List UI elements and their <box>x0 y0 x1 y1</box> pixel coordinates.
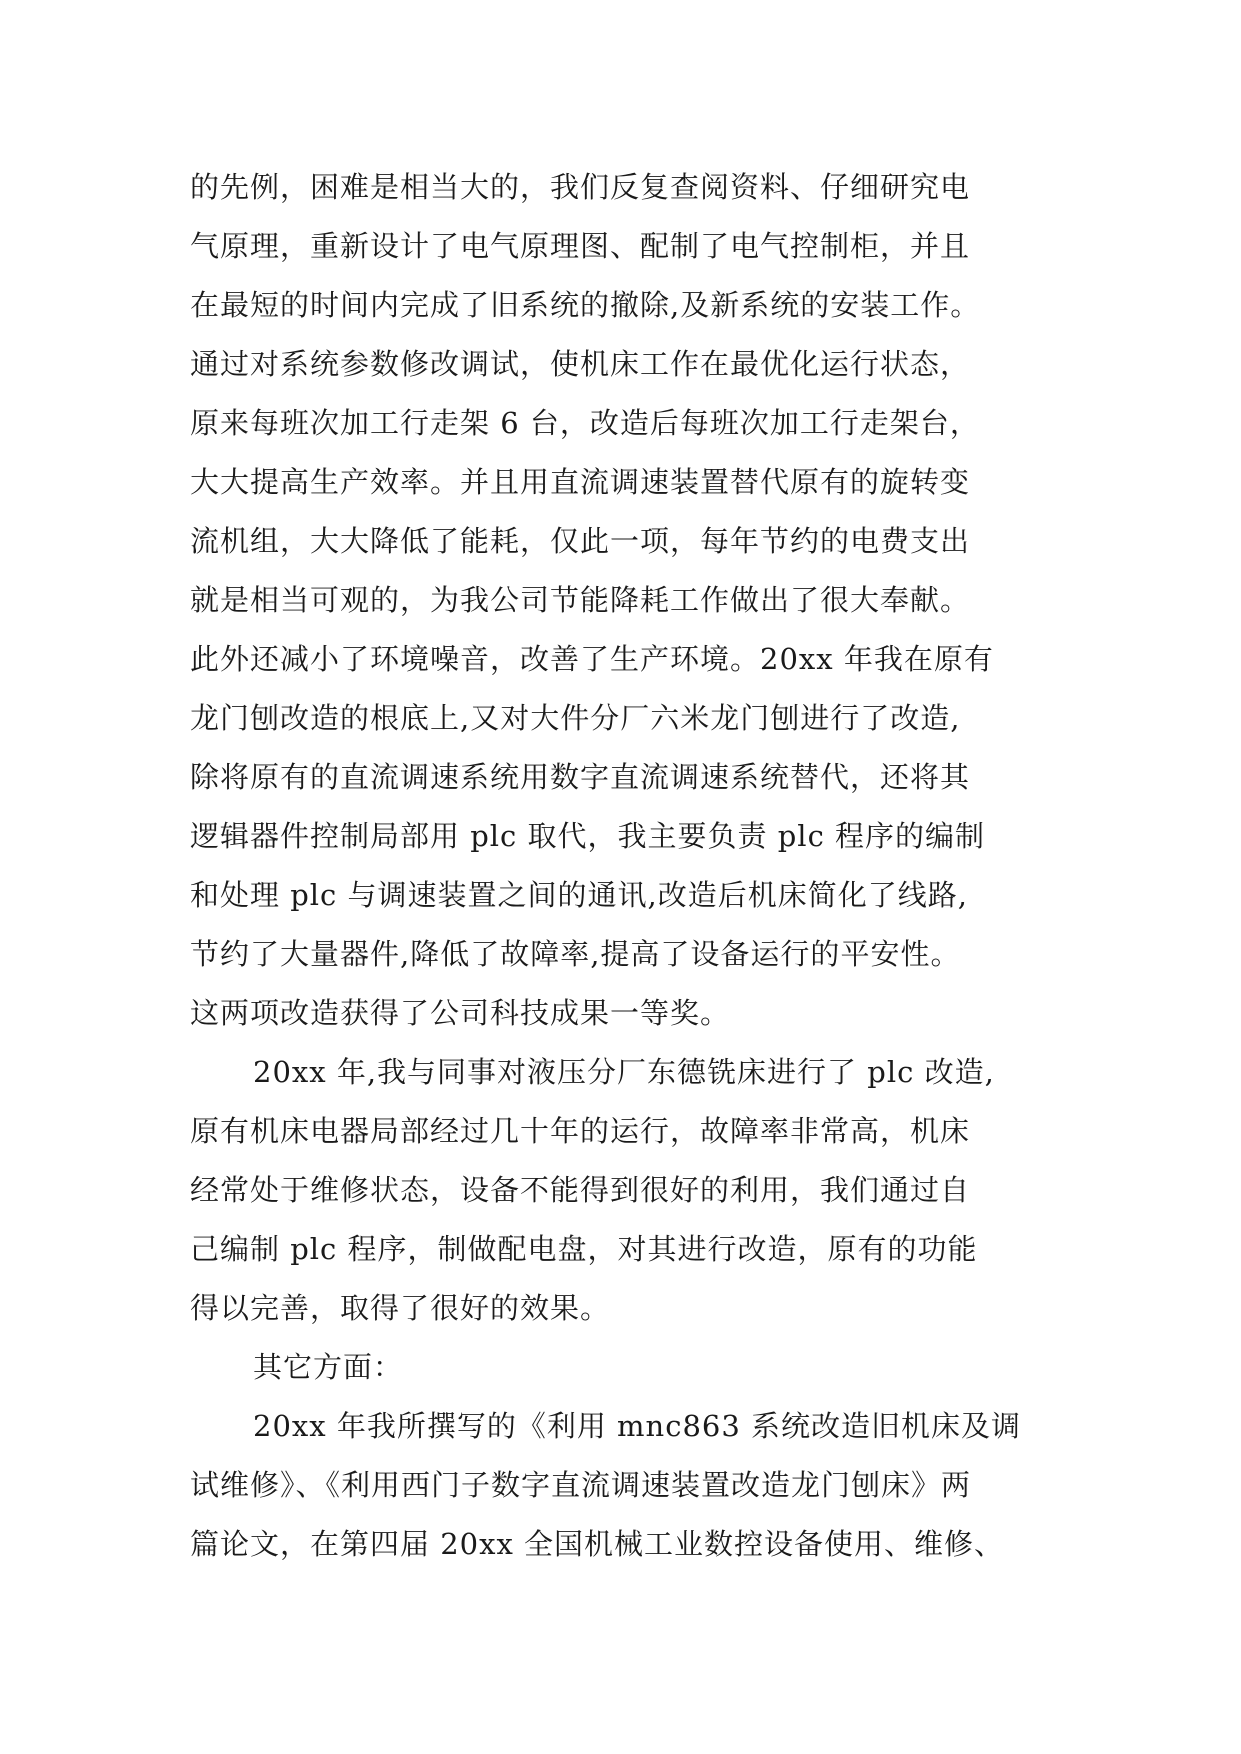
body-text <box>190 158 1070 1574</box>
text-line-11: 除将原有的直流调速系统用数字直流调速系统替代，还将其 <box>190 760 971 794</box>
text-line-18: 经常处于维修状态，设备不能得到很好的利用，我们通过自 <box>190 1173 971 1207</box>
text-line-12: 逻辑器件控制局部用 plc 取代，我主要负责 plc 程序的编制 <box>190 819 986 853</box>
text-line-8: 就是相当可观的，为我公司节能降耗工作做出了很大奉献。 <box>190 583 971 617</box>
text-line-10: 龙门刨改造的根底上,又对大件分厂六米龙门刨进行了改造, <box>190 701 961 735</box>
text-line-15: 这两项改造获得了公司科技成果一等奖。 <box>190 996 731 1030</box>
text-line-19: 己编制 plc 程序，制做配电盘，对其进行改造，原有的功能 <box>190 1232 978 1266</box>
text-line-4: 通过对系统参数修改调试，使机床工作在最优化运行状态， <box>190 347 971 381</box>
text-line-14: 节约了大量器件,降低了故障率,提高了设备运行的平安性。 <box>190 937 961 971</box>
text-line-22: 20xx 年我所撰写的《利用 mnc863 系统改造旧机床及调 <box>253 1409 1022 1443</box>
text-line-20: 得以完善，取得了很好的效果。 <box>190 1291 611 1325</box>
text-line-16: 20xx 年,我与同事对液压分厂东德铣床进行了 plc 改造, <box>253 1055 995 1089</box>
text-line-7: 流机组，大大降低了能耗，仅此一项，每年节约的电费支出 <box>190 524 971 558</box>
text-line-6: 大大提高生产效率。并且用直流调速装置替代原有的旋转变 <box>190 465 971 499</box>
text-line-17: 原有机床电器局部经过几十年的运行，故障率非常高，机床 <box>190 1114 971 1148</box>
text-line-1: 的先例，困难是相当大的，我们反复查阅资料、仔细研究电 <box>190 170 971 204</box>
text-line-23: 试维修》、《利用西门子数字直流调速装置改造龙门刨床》两 <box>190 1468 972 1502</box>
text-line-3: 在最短的时间内完成了旧系统的撤除,及新系统的安装工作。 <box>190 288 981 322</box>
text-line-2: 气原理，重新设计了电气原理图、配制了电气控制柜，并且 <box>190 229 971 263</box>
text-line-5: 原来每班次加工行走架 6 台，改造后每班次加工行走架台， <box>190 406 980 440</box>
text-line-24: 篇论文，在第四届 20xx 全国机械工业数控设备使用、维修、 <box>190 1527 1005 1561</box>
text-line-9: 此外还减小了环境噪音，改善了生产环境。20xx 年我在原有 <box>190 642 994 676</box>
text-line-13: 和处理 plc 与调速装置之间的通讯,改造后机床简化了线路, <box>190 878 968 912</box>
text-line-21: 其它方面： <box>253 1350 404 1384</box>
